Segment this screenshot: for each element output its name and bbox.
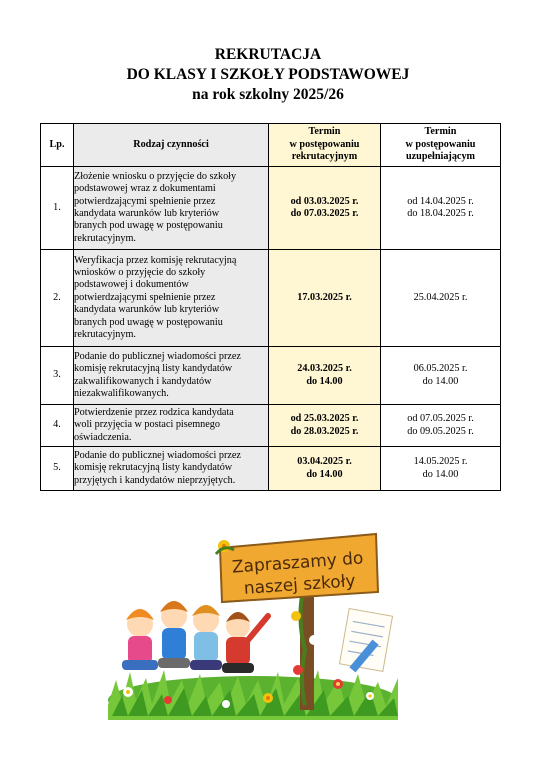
children — [122, 601, 268, 673]
activity-cell — [74, 347, 269, 405]
activity-line: niezakwalifikowanych. — [74, 387, 169, 399]
recruitment-date-line: 03.04.2025 r. — [297, 456, 352, 468]
activity-line: branych pod uwagę w postępowaniu — [74, 220, 223, 232]
sign-text-line-1: Zapraszamy do — [231, 548, 365, 578]
supplementary-date-line: 06.05.2025 r. — [413, 363, 468, 375]
supplementary-date-line: 25.04.2025 r. — [413, 291, 468, 303]
activity-cell — [74, 405, 269, 447]
supplementary-date-cell — [381, 405, 501, 447]
activity-line: oświadczenia. — [74, 431, 132, 443]
school-welcome-illustration — [108, 520, 398, 720]
title-line-3: na rok szkolny 2025/26 — [192, 86, 344, 103]
recruitment-date-cell — [269, 447, 381, 491]
row-number: 3. — [41, 347, 74, 405]
activity-line: przyjętych i kandydatów nieprzyjętych. — [74, 474, 236, 486]
table-row — [41, 250, 501, 347]
recruitment-date-cell — [269, 347, 381, 405]
header-recruitment-line: w postępowaniu — [289, 138, 360, 150]
supplementary-date-line: do 14.00 — [422, 468, 459, 480]
supplementary-date-line: 14.05.2025 r. — [413, 456, 468, 468]
table-header-row — [41, 124, 501, 167]
row-number: 5. — [41, 447, 74, 491]
recruitment-date-cell — [269, 405, 381, 447]
activity-line: Weryfikacja przez komisję rekrutacyjną — [74, 254, 237, 266]
recruitment-date-line: od 25.03.2025 r. — [290, 413, 359, 425]
sign-text-line-2: naszej szkoły — [243, 571, 357, 599]
recruitment-date-cell — [269, 167, 381, 250]
activity-cell — [74, 447, 269, 491]
recruitment-date-line: do 14.00 — [306, 375, 343, 387]
header-recruitment-line: Termin — [308, 126, 341, 138]
supplementary-date-cell — [381, 167, 501, 250]
recruitment-date-line: do 28.03.2025 r. — [290, 425, 359, 437]
activity-line: zakwalifikowanych i kandydatów — [74, 375, 212, 387]
header-supplementary-term — [381, 124, 501, 167]
supplementary-date-line: do 14.00 — [422, 375, 459, 387]
header-recruitment-term — [269, 124, 381, 167]
table-row — [41, 405, 501, 447]
checklist-paper — [339, 609, 392, 672]
activity-line: branych pod uwagę w postępowaniu — [74, 316, 223, 328]
title-line-1: REKRUTACJA — [214, 46, 322, 63]
table-row — [41, 167, 501, 250]
activity-line: komisję rekrutacyjną listy kandydatów — [74, 363, 233, 375]
activity-cell — [74, 250, 269, 347]
activity-line: podstawowej i dokumentów — [74, 279, 189, 291]
supplementary-date-line: do 09.05.2025 r. — [407, 425, 474, 437]
schedule-table — [40, 123, 501, 491]
activity-line: Podanie do publicznej wiadomości przez — [74, 449, 241, 461]
header-activity: Rodzaj czynności — [74, 124, 269, 167]
activity-line: wniosków o przyjęcie do szkoły — [74, 266, 206, 278]
activity-line: kandydata warunków lub kryteriów — [74, 208, 220, 219]
recruitment-date-line: od 03.03.2025 r. — [290, 195, 359, 207]
activity-line: woli przyjęcia w postaci pisemnego — [74, 419, 220, 431]
grass-meadow — [108, 670, 398, 720]
recruitment-date-cell — [269, 250, 381, 347]
activity-line: podstawowej wraz z dokumentami — [74, 183, 216, 195]
supplementary-date-cell — [381, 347, 501, 405]
table-row — [41, 347, 501, 405]
header-supplementary-line: w postępowaniu — [405, 138, 476, 150]
supplementary-date-cell — [381, 250, 501, 347]
header-supplementary-line: Termin — [424, 126, 457, 138]
row-number: 4. — [41, 405, 74, 447]
activity-line: Potwierdzenie przez rodzica kandydata — [74, 406, 234, 418]
row-number: 2. — [41, 250, 74, 347]
recruitment-date-line: do 07.03.2025 r. — [290, 208, 359, 219]
activity-line: kandydata warunków lub kryteriów — [74, 304, 220, 316]
supplementary-date-line: od 14.04.2025 r. — [407, 195, 474, 207]
recruitment-date-line: 17.03.2025 r. — [297, 291, 352, 303]
activity-line: Podanie do publicznej wiadomości przez — [74, 350, 241, 362]
document-title — [0, 45, 536, 105]
activity-line: Złożenie wniosku o przyjęcie do szkoły — [74, 170, 237, 182]
supplementary-date-cell — [381, 447, 501, 491]
title-line-2: DO KLASY I SZKOŁY PODSTAWOWEJ — [126, 66, 410, 83]
header-supplementary-line: uzupełniającym — [405, 151, 476, 163]
supplementary-date-line: od 07.05.2025 r. — [407, 413, 474, 425]
recruitment-date-line: 24.03.2025 r. — [297, 363, 352, 375]
table-row — [41, 447, 501, 491]
activity-line: potwierdzającymi spełnienie przez — [74, 291, 216, 303]
row-number: 1. — [41, 167, 74, 250]
activity-line: potwierdzającymi spełnienie przez — [74, 195, 216, 207]
supplementary-date-line: do 18.04.2025 r. — [407, 208, 474, 219]
activity-cell — [74, 167, 269, 250]
recruitment-date-line: do 14.00 — [306, 468, 343, 480]
activity-line: komisję rekrutacyjną listy kandydatów — [74, 462, 233, 474]
welcome-sign — [216, 534, 378, 602]
activity-line: rekrutacyjnym. — [74, 329, 136, 341]
activity-line: rekrutacyjnym. — [74, 232, 136, 244]
header-recruitment-line: rekrutacyjnym — [291, 151, 358, 163]
header-lp: Lp. — [41, 124, 74, 167]
